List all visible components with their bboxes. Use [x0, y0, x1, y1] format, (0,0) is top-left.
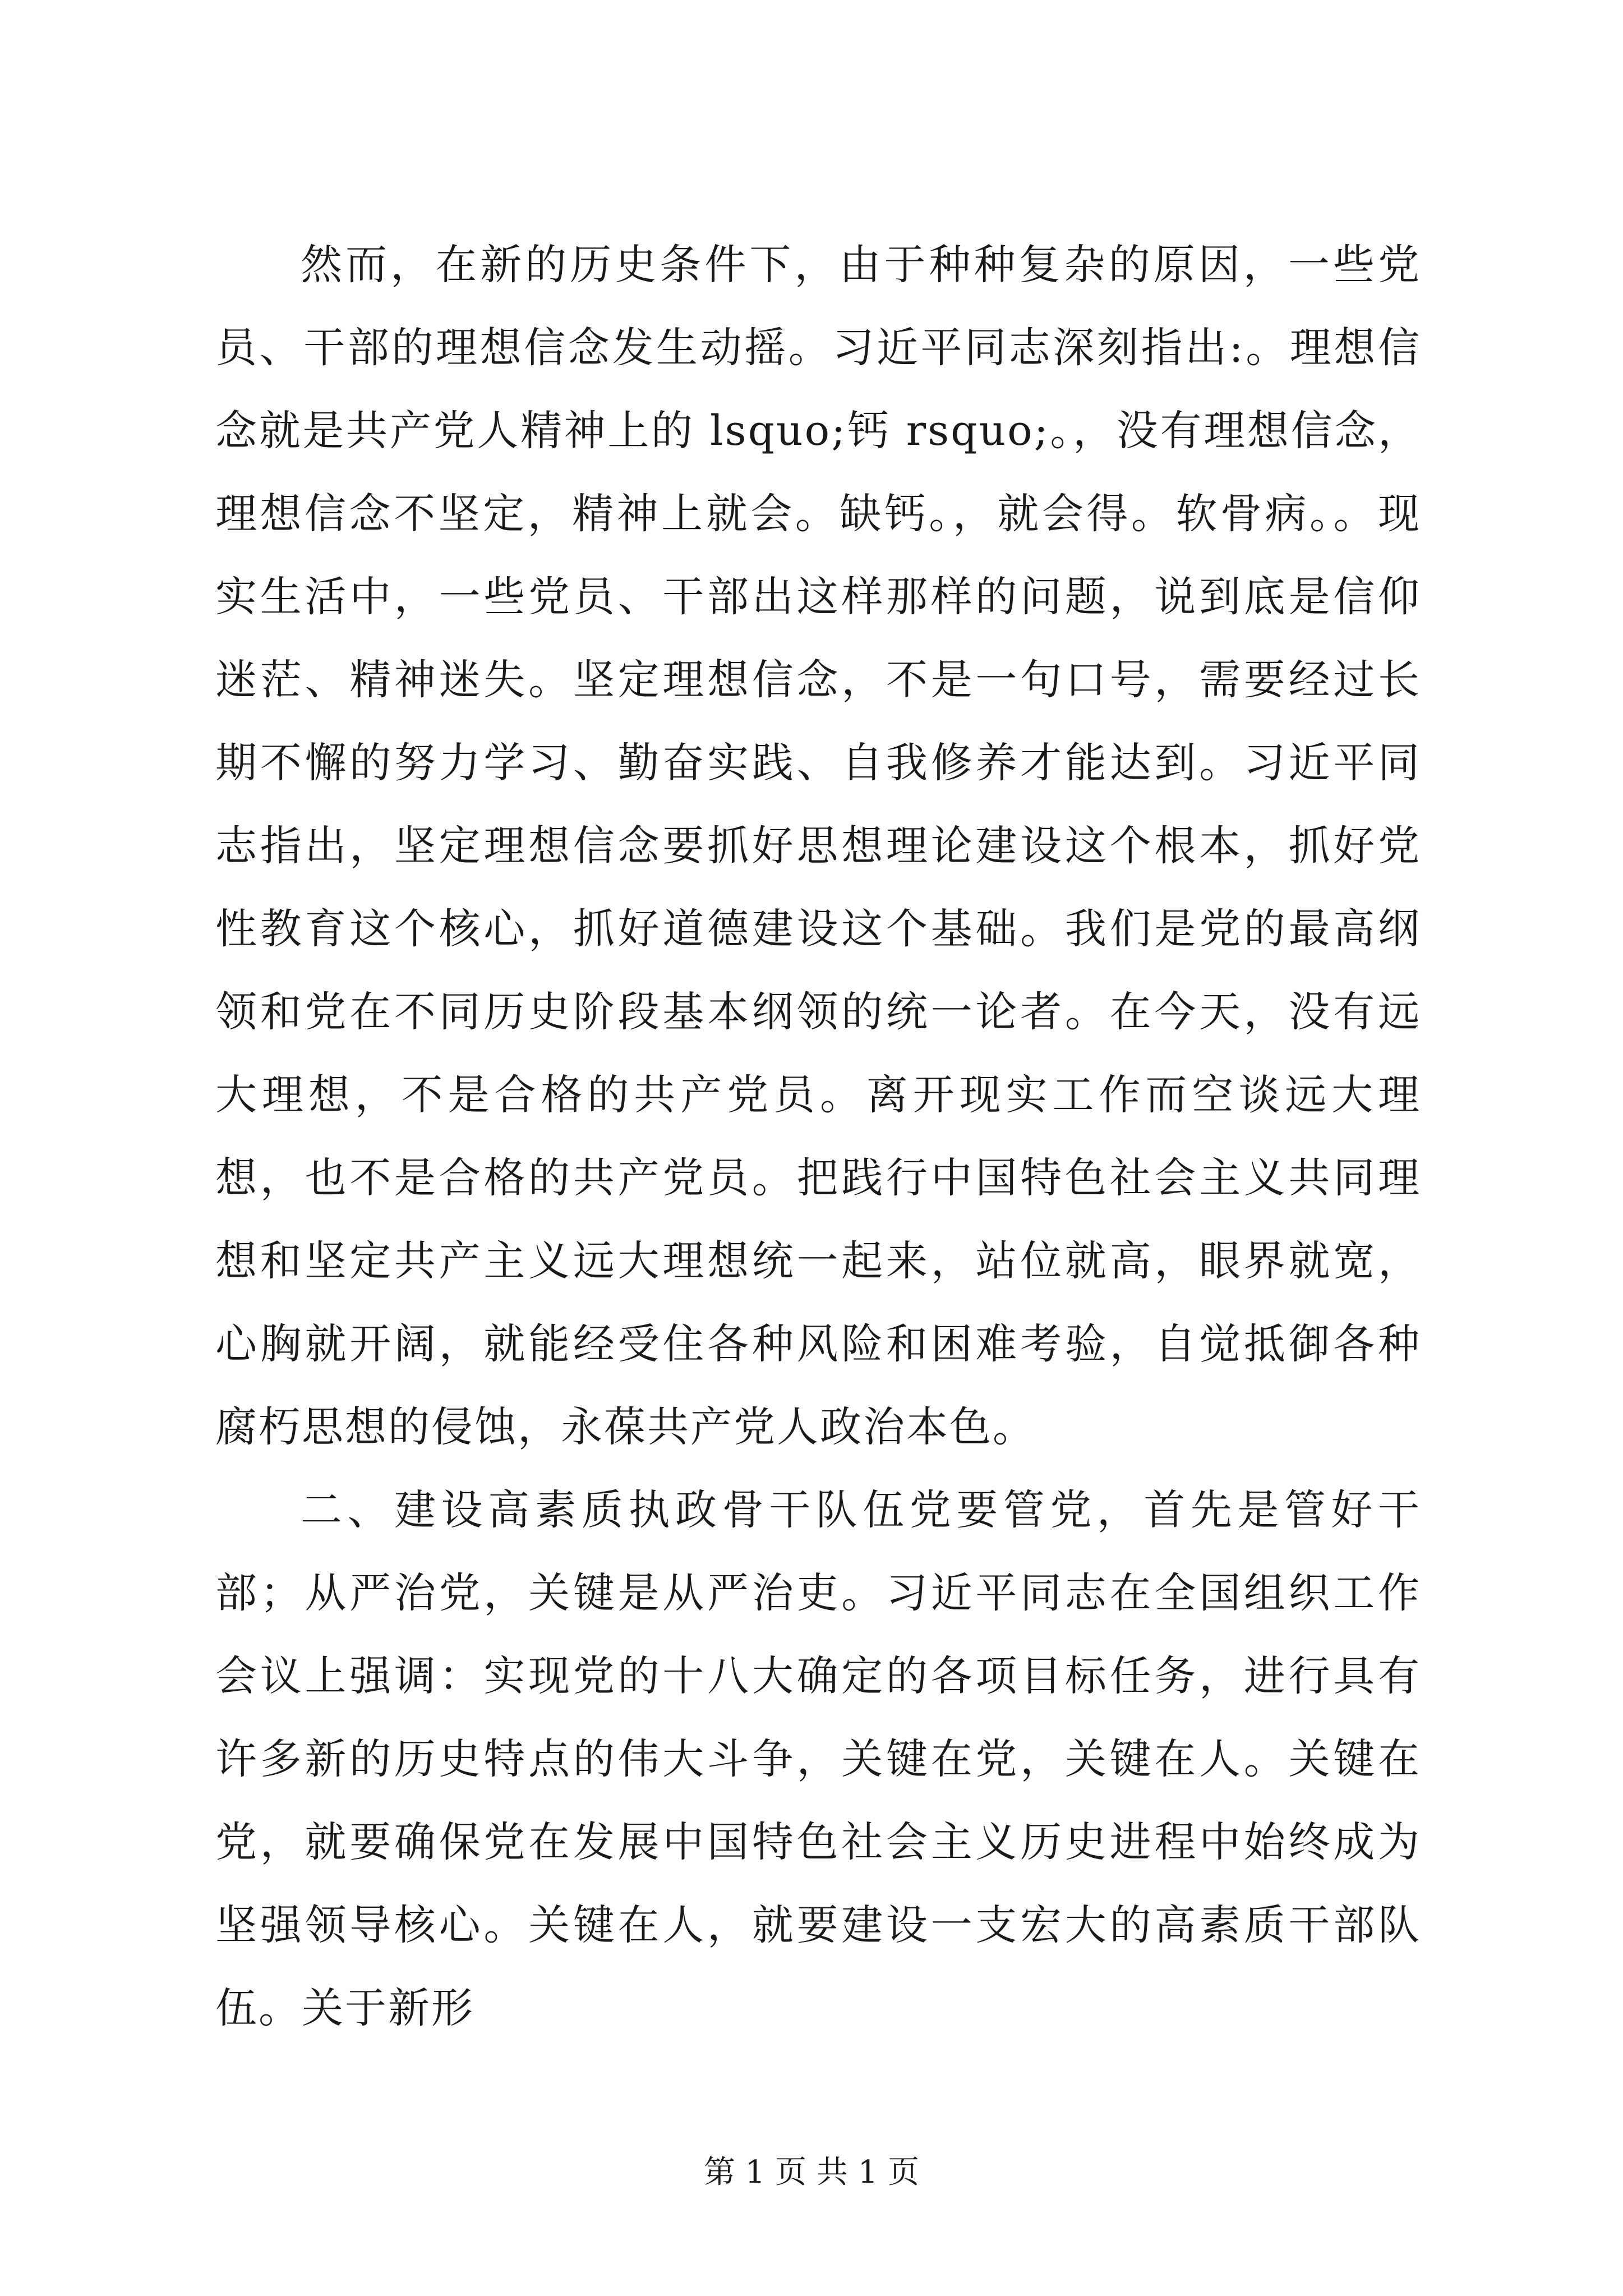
- paragraph-ideals-and-beliefs: 然而，在新的历史条件下，由于种种复杂的原因，一些党员、干部的理想信念发生动摇。习近平同志深刻指出:。理想信念就是共产党人精神上的 lsquo;钙 rsquo;。，没有理想信念，理想信念不坚定，精神上就会。缺钙。，就会得。软骨病。。现实生活中，一些党员、干部出这样那样的问题，说到底是信仰迷茫、精神迷失。坚定理想信念，不是一句口号，需要经过长期不懈的努力学习、勤奋实践、自我修养才能达到。习近平同志指出，坚定理想信念要抓好思想理论建设这个根本，抓好党性教育这个核心，抓好道德建设这个基础。我们是党的最高纲领和党在不同历史阶段基本纲领的统一论者。在今天，没有远大理想，不是合格的共产党员。离开现实工作而空谈远大理想，也不是合格的共产党员。把践行中国特色社会主义共同理想和坚定共产主义远大理想统一起来，站位就高，眼界就宽，心胸就开阔，就能经受住各种风险和困难考验，自觉抵御各种腐朽思想的侵蚀，永葆共产党人政治本色。: [215, 241, 1421, 1451]
- document-body: [215, 223, 1421, 2050]
- page-number-footer: 第 1 页 共 1 页: [703, 2154, 920, 2191]
- paragraph-cadre-team: 二、建设高素质执政骨干队伍党要管党，首先是管好干部；从严治党，关键是从严治吏。习近平同志在全国组织工作会议上强调：实现党的十八大确定的各项目标任务，进行具有许多新的历史特点的伟大斗争，关键在党，关键在人。关键在党，就要确保党在发展中国特色社会主义历史进程中始终成为坚强领导核心。关键在人，就要建设一支宏大的高素质干部队伍。关于新形: [215, 1486, 1421, 2032]
